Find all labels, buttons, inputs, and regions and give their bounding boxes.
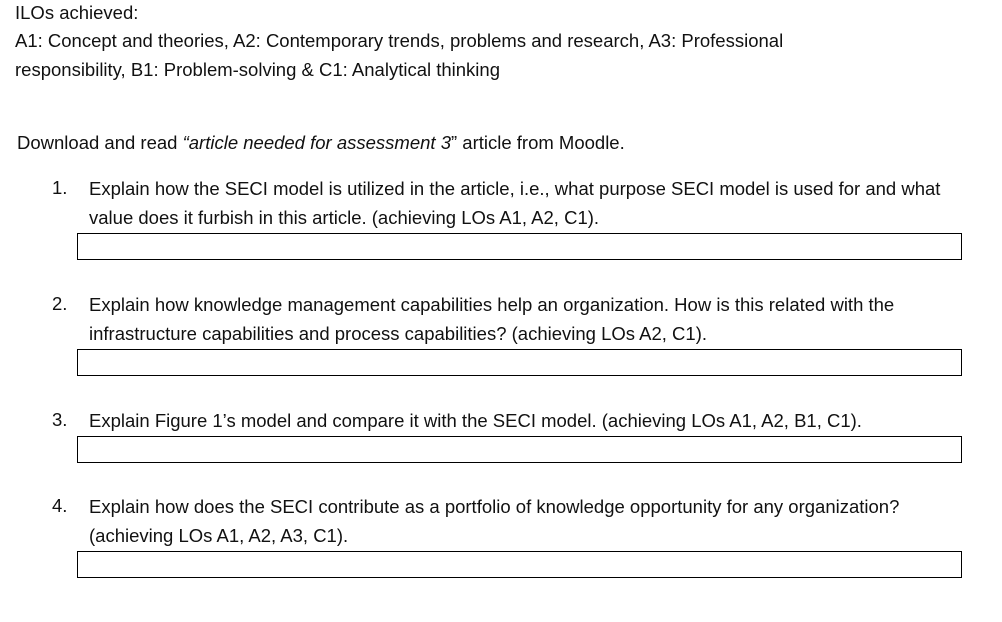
instructions-text-end: ” article from Moodle.: [450, 132, 625, 153]
question-2-text: Explain how knowledge management capabilities help an organization. How is this related with the infrastructure capabilities and process capabilities? (achieving LOs A2, C1).: [89, 294, 895, 344]
ilos-heading: ILOs achieved:: [15, 2, 139, 23]
question-3-answer-field[interactable]: [77, 436, 962, 463]
ilos-list-line-2: responsibility, B1: Problem-solving & C1: Analytical thinking: [15, 59, 500, 80]
question-4-number: 4.: [52, 495, 68, 516]
ilos-list-line-1: A1: Concept and theories, A2: Contemporary trends, problems and research, A3: Professional: [15, 30, 784, 51]
question-2-answer-field[interactable]: [77, 349, 962, 376]
question-1-text: Explain how the SECI model is utilized in the article, i.e., what purpose SECI model is used for and what value does it furbish in this article. (achieving LOs A1, A2, C1).: [89, 178, 941, 228]
question-2-number: 2.: [52, 293, 68, 314]
instructions-paragraph: [17, 129, 625, 157]
question-4-text: Explain how does the SECI contribute as a portfolio of knowledge opportunity for any organization? (achieving LOs A1, A2, A3, C1).: [89, 496, 900, 546]
question-3-number: 3.: [52, 409, 68, 430]
question-4-answer-field[interactable]: [77, 551, 962, 578]
question-1-answer-field[interactable]: [77, 233, 962, 260]
question-3-text: Explain Figure 1’s model and compare it with the SECI model. (achieving LOs A1, A2, B1, C1).: [89, 410, 862, 431]
question-1-number: 1.: [52, 177, 68, 198]
instructions-article-title: “article needed for assessment 3: [182, 132, 451, 153]
instructions-text-start: Download and read: [17, 132, 183, 153]
